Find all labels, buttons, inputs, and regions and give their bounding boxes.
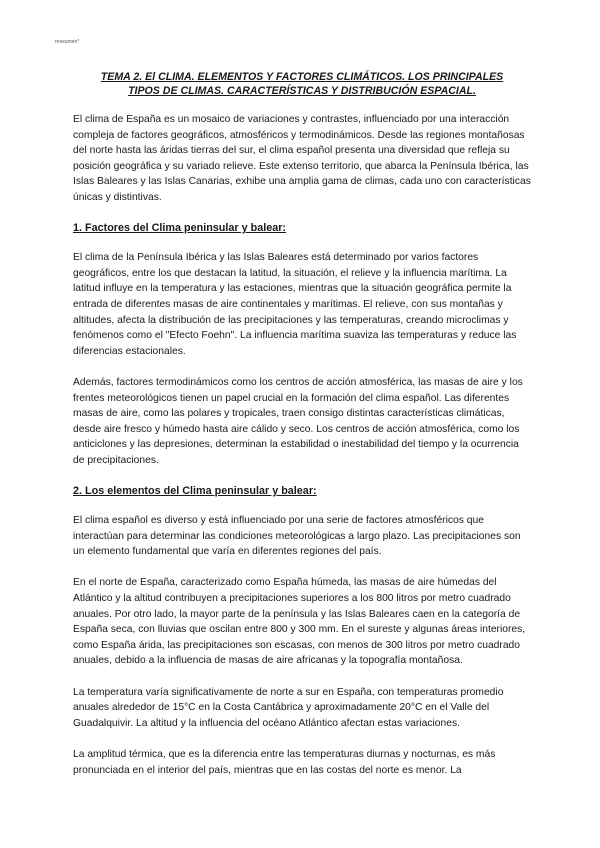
section-2-paragraph-2: En el norte de España, caracterizado como España húmeda, las masas de aire húmedas del Atlántico y la altitud contribuyen a precipitaciones superiores a los 800 litros por metro cuadrado anuales. Por otro lado, la mayor parte de la península y las Islas Baleares caen en la categoría de España seca, con lluvias que oscilan entre 800 y 300 mm. En el sureste y algunas áreas interiores, como España árida, las precipitaciones son escasas, con menos de 300 litros por metro cuadrado anuales, debido a la influencia de masas de aire africanas y la topografía montañosa. bbox=[73, 577, 526, 667]
title-line-2: TIPOS DE CLIMAS. CARACTERÍSTICAS Y DISTRIBUCIÓN ESPACIAL. bbox=[128, 85, 476, 97]
section-2-paragraph-4: La amplitud térmica, que es la diferencia entre las temperaturas diurnas y nocturnas, es más pronunciada en el interior del país, mientras que en las costas del norte es menor. La bbox=[73, 748, 496, 776]
intro-paragraph: El clima de España es un mosaico de variaciones y contrastes, influenciado por una interacción compleja de factores geográficos, atmosféricos y termodinámicos. Desde las regiones montañosas del norte hasta las áridas tierras del sur, el clima español presenta una diversidad que refleja su posición geográfica y su variado relieve. Este extenso territorio, que abarca la Península Ibérica, las Islas Baleares y las Islas Canarias, exhibe una amplia gama de climas, cada uno con características únicas y distintivas. bbox=[73, 114, 531, 203]
document-title bbox=[73, 70, 531, 98]
section-2-paragraph-3: La temperatura varía significativamente de norte a sur en España, con temperaturas promedio anuales alrededor de 15°C en la Costa Cantábrica y aproximadamente 20°C en el Valle del Guadalquivir. La altitud y la influencia del océano Atlántico afectan estas variaciones. bbox=[73, 686, 504, 729]
document-body bbox=[73, 70, 531, 778]
watermark: reseumen* bbox=[55, 39, 80, 45]
section-1-heading: 1. Factores del Clima peninsular y balear: bbox=[73, 222, 287, 235]
section-2-heading: 2. Los elementos del Clima peninsular y balear: bbox=[73, 485, 317, 498]
title-line-1: TEMA 2. El CLIMA. ELEMENTOS Y FACTORES CLIMÁTICOS. LOS PRINCIPALES bbox=[100, 71, 504, 83]
section-1-paragraph-2: Además, factores termodinámicos como los centros de acción atmosférica, las masas de aire y los frentes meteorológicos tienen un papel crucial en la formación del clima español. Las diferentes masas de aire, como las polares y tropicales, traen consigo distintas características climáticas, desde aire fresco y húmedo hasta aire cálido y seco. Los centros de acción atmosférica, como los anticiclones y las depresiones, determinan la estabilidad o inestabilidad del tiempo y la ocurrencia de precipitaciones. bbox=[73, 376, 523, 466]
section-1-paragraph-1: El clima de la Península Ibérica y las Islas Baleares está determinado por varios factores geográficos, entre los que destacan la latitud, la situación, el relieve y la influencia marítima. La latitud influye en la temperatura y las estaciones, mientras que la situación geográfica permite la entrada de diferentes masas de aire continentales y marítimas. El relieve, con sus montañas y altitudes, afecta la distribución de las precipitaciones y las temperaturas, creando microclimas y fenómenos como el "Efecto Foehn". La influencia marítima suaviza las temperaturas y reduce las diferencias estacionales. bbox=[73, 252, 517, 357]
section-2-paragraph-1: El clima español es diverso y está influenciado por una serie de factores atmosféricos que interactúan para determinar las condiciones meteorológicas a largo plazo. Las precipitaciones son un elemento fundamental que varía en diferentes regiones del país. bbox=[73, 515, 521, 558]
